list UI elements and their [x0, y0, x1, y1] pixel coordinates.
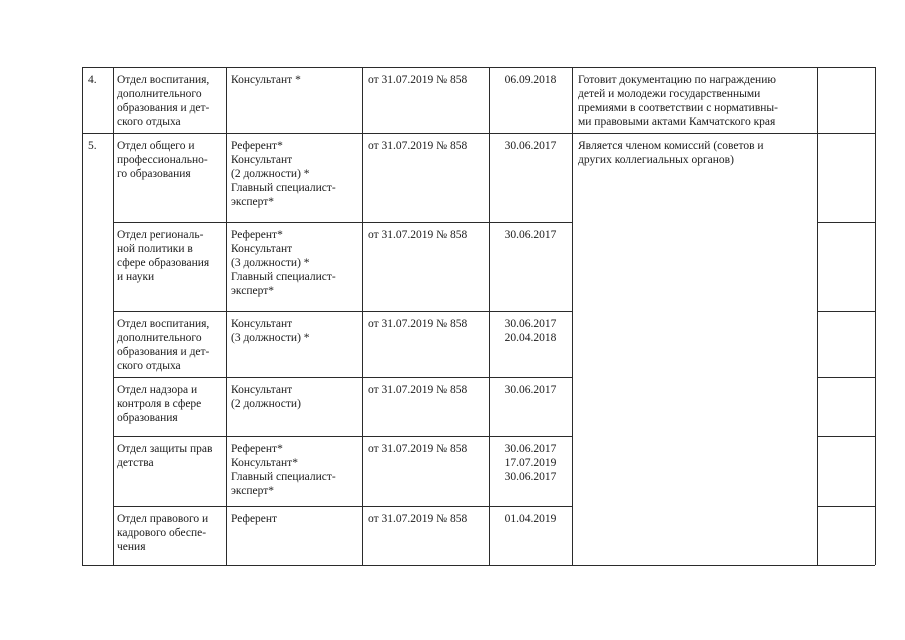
pos-line: Главный специалист- — [231, 271, 336, 283]
dept-line: и науки — [117, 271, 155, 283]
column-separator — [362, 67, 363, 565]
dates-line: 30.06.2017 — [504, 229, 557, 241]
dates-line: 17.07.2019 — [504, 457, 557, 469]
row-separator — [113, 311, 572, 312]
column-separator — [875, 67, 876, 565]
dept-line: образования — [117, 412, 178, 424]
dept-line: дополнительного — [117, 88, 202, 100]
cell-order — [362, 222, 489, 311]
cell-dates — [489, 377, 572, 436]
cell-desc — [572, 506, 817, 565]
table-row — [0, 133, 905, 222]
column-separator — [572, 67, 573, 565]
cell-order — [362, 311, 489, 377]
dates-line: 01.04.2019 — [504, 513, 557, 525]
dates-line: 20.04.2018 — [504, 332, 557, 344]
row-separator — [817, 436, 875, 437]
dates-line: 30.06.2017 — [504, 384, 557, 396]
dates-line: 30.06.2017 — [504, 140, 557, 152]
cell-desc — [572, 311, 817, 377]
cell-dates — [489, 67, 572, 133]
table-row — [0, 311, 905, 377]
cell-pos — [226, 506, 362, 565]
table-row — [0, 436, 905, 506]
desc-line: премиями в соответствии с нормативны- — [578, 102, 778, 114]
cell-desc — [572, 436, 817, 506]
cell-pos — [226, 436, 362, 506]
cell-num — [82, 506, 113, 565]
order-text: от 31.07.2019 № 858 — [368, 513, 468, 525]
dept-line: Отдел правового и — [117, 513, 209, 525]
cell-num — [82, 377, 113, 436]
pos-line: эксперт* — [231, 196, 274, 208]
num-text: 5. — [88, 140, 97, 152]
cell-dept — [113, 377, 226, 436]
pos-line: Референт — [231, 513, 278, 525]
cell-num — [82, 311, 113, 377]
order-text: от 31.07.2019 № 858 — [368, 384, 468, 396]
order-text: от 31.07.2019 № 858 — [368, 140, 468, 152]
pos-line: Консультант* — [231, 457, 298, 469]
dept-line: чения — [117, 541, 146, 553]
order-text: от 31.07.2019 № 858 — [368, 443, 468, 455]
cell-dept — [113, 311, 226, 377]
table-row — [0, 506, 905, 565]
cell-dates — [489, 222, 572, 311]
column-separator — [82, 67, 83, 565]
dept-line: го образования — [117, 168, 191, 180]
cell-dept — [113, 133, 226, 222]
column-separator — [226, 67, 227, 565]
cell-dates — [489, 506, 572, 565]
table-border-bottom — [82, 565, 875, 566]
cell-order — [362, 377, 489, 436]
column-separator — [489, 67, 490, 565]
dept-line: Отдел надзора и — [117, 384, 198, 396]
cell-desc — [572, 133, 817, 222]
cell-pos — [226, 67, 362, 133]
cell-desc — [572, 67, 817, 133]
pos-line: Консультант — [231, 384, 293, 396]
row-separator — [817, 377, 875, 378]
row-separator — [113, 222, 572, 223]
dept-line: Отдел воспитания, — [117, 74, 210, 86]
dates-line: 30.06.2017 — [504, 318, 557, 330]
pos-line: (3 должности) * — [231, 257, 310, 269]
dept-line: дополнительного — [117, 332, 202, 344]
pos-line: Главный специалист- — [231, 182, 336, 194]
row-separator — [113, 506, 572, 507]
row-separator — [817, 506, 875, 507]
cell-dates — [489, 133, 572, 222]
dept-line: Отдел воспитания, — [117, 318, 210, 330]
pos-line: (2 должности) * — [231, 168, 310, 180]
cell-pos — [226, 377, 362, 436]
order-text: от 31.07.2019 № 858 — [368, 74, 468, 86]
dept-line: Отдел защиты прав — [117, 443, 213, 455]
dept-line: детства — [117, 457, 154, 469]
pos-line: Консультант — [231, 243, 293, 255]
table-row — [0, 222, 905, 311]
dept-line: образования и дет- — [117, 102, 210, 114]
dept-line: Отдел общего и — [117, 140, 195, 152]
desc-line: Является членом комиссий (советов и — [578, 140, 764, 152]
column-separator — [817, 67, 818, 565]
table-border-top — [82, 67, 875, 68]
dates-line: 30.06.2017 — [504, 471, 557, 483]
cell-dept — [113, 67, 226, 133]
cell-dept — [113, 436, 226, 506]
pos-line: Консультант — [231, 154, 293, 166]
cell-num — [82, 436, 113, 506]
cell-order — [362, 133, 489, 222]
cell-order — [362, 67, 489, 133]
dept-line: ского отдыха — [117, 116, 181, 128]
cell-pos — [226, 222, 362, 311]
pos-line: Консультант * — [231, 74, 301, 86]
dept-line: кадрового обеспе- — [117, 527, 207, 539]
row-separator — [817, 311, 875, 312]
cell-desc — [572, 377, 817, 436]
cell-order — [362, 436, 489, 506]
dept-line: профессионально- — [117, 154, 208, 166]
row-separator — [82, 133, 875, 134]
dept-line: образования и дет- — [117, 346, 210, 358]
pos-line: Референт* — [231, 140, 283, 152]
cell-num — [82, 67, 113, 133]
cell-num — [82, 222, 113, 311]
cell-order — [362, 506, 489, 565]
dept-line: Отдел региональ- — [117, 229, 204, 241]
dept-line: ной политики в — [117, 243, 193, 255]
cell-dept — [113, 506, 226, 565]
desc-line: Готовит документацию по награждению — [578, 74, 776, 86]
pos-line: (2 должности) — [231, 398, 301, 410]
cell-pos — [226, 311, 362, 377]
pos-line: Главный специалист- — [231, 471, 336, 483]
column-separator — [113, 67, 114, 565]
pos-line: Референт* — [231, 443, 283, 455]
row-separator — [113, 377, 572, 378]
table-row — [0, 67, 905, 133]
order-text: от 31.07.2019 № 858 — [368, 318, 468, 330]
desc-line: ми правовыми актами Камчатского края — [578, 116, 776, 128]
dept-line: ского отдыха — [117, 360, 181, 372]
dept-line: контроля в сфере — [117, 398, 202, 410]
pos-line: Консультант — [231, 318, 293, 330]
desc-line: других коллегиальных органов) — [578, 154, 734, 166]
order-text: от 31.07.2019 № 858 — [368, 229, 468, 241]
dates-line: 06.09.2018 — [504, 74, 557, 86]
table-row — [0, 377, 905, 436]
pos-line: (3 должности) * — [231, 332, 310, 344]
row-separator — [817, 222, 875, 223]
pos-line: эксперт* — [231, 485, 274, 497]
pos-line: эксперт* — [231, 285, 274, 297]
cell-dates — [489, 436, 572, 506]
desc-line: детей и молодежи государственными — [578, 88, 761, 100]
cell-pos — [226, 133, 362, 222]
pos-line: Референт* — [231, 229, 283, 241]
num-text: 4. — [88, 74, 97, 86]
dept-line: сфере образования — [117, 257, 210, 269]
cell-dept — [113, 222, 226, 311]
cell-dates — [489, 311, 572, 377]
row-separator — [113, 436, 572, 437]
cell-desc — [572, 222, 817, 311]
dates-line: 30.06.2017 — [504, 443, 557, 455]
cell-num — [82, 133, 113, 222]
